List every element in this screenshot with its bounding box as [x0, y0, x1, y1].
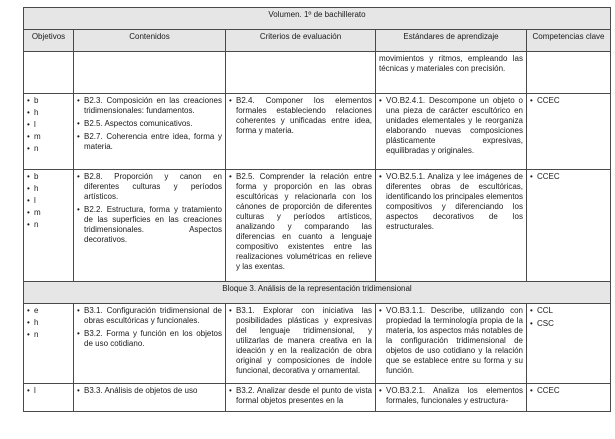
block-title: Bloque 3. Análisis de la representación tridimensional [24, 282, 611, 304]
contents-cell [74, 94, 226, 170]
competence-item: • CSC [530, 319, 607, 329]
objective-item: • n [27, 220, 70, 230]
competence-item: • CCEC [530, 386, 607, 396]
content-item: • B3.2. Forma y función en los objetos de uso cotidiano. [77, 329, 222, 349]
standards-cell [376, 94, 527, 170]
objective-item: • l [27, 386, 70, 396]
objective-item: • h [27, 184, 70, 194]
contents-cell [74, 384, 226, 412]
title-row [24, 8, 611, 30]
content-item: • B2.7. Coherencia entre idea, forma y materia. [77, 132, 222, 152]
table-row [24, 52, 611, 94]
contents-cell [74, 170, 226, 282]
objective-item: • b [27, 96, 70, 106]
standards-cell [376, 52, 527, 94]
content-item: • B2.3. Composición en las creaciones tridimensionales: fundamentos. [77, 96, 222, 116]
criteria-cell [226, 52, 376, 94]
table-row [24, 304, 611, 384]
header-row [24, 30, 611, 52]
table-row [24, 384, 611, 412]
content-item: • B3.1. Configuración tridimensional de obras escultóricas y funcionales. [77, 306, 222, 326]
objectives-cell [24, 304, 74, 384]
standards-cell [376, 304, 527, 384]
content-item: • B3.3. Análisis de objetos de uso [77, 386, 222, 396]
objective-item: • n [27, 330, 70, 340]
competences-cell [527, 52, 611, 94]
objective-item: • e [27, 306, 70, 316]
column-header-competencias: Competencias clave [527, 30, 611, 52]
standard-item: • VO.B2.4.1. Descompone un objeto o una pieza de carácter escultórico en unidades elementales y le reorganiza elaborando nuevas composiciones plásticamente expresivas, equilibradas y originales. [379, 96, 523, 156]
content-item: • B2.5. Aspectos comunicativos. [77, 119, 222, 129]
objective-item: • h [27, 108, 70, 118]
objective-item: • m [27, 132, 70, 142]
content-item: • B2.8. Proporción y canon en diferentes culturas y períodos artísticos. [77, 172, 222, 202]
standards-cell [376, 384, 527, 412]
standard-item: • VO.B2.5.1. Analiza y lee imágenes de diferentes obras de escultóricas, identificando los principales elementos compositivos y diferenciando los aspectos decorativos de los estructurales. [379, 172, 523, 232]
criteria-cell [226, 170, 376, 282]
table-row [24, 94, 611, 170]
criterion-item: • B3.1. Explorar con iniciativa las posibilidades plásticas y expresivas del lenguaje tridimensional, y utilizarlas de manera creativa en la ideación y en la realización de obra original y composiciones de índole funcional, decorativa y ornamental. [229, 306, 372, 376]
objective-item: • l [27, 196, 70, 206]
criterion-item: • B2.4. Componer los elementos formales estableciendo relaciones coherentes y unificadas entre idea, forma y materia. [229, 96, 372, 136]
content-item: • B2.2. Estructura, forma y tratamiento de las superficies en las creaciones tridimensionales. Aspectos decorativos. [77, 205, 222, 245]
competences-cell [527, 170, 611, 282]
objective-item: • n [27, 144, 70, 154]
criteria-cell [226, 384, 376, 412]
criterion-item: • B3.2. Analizar desde el punto de vista formal objetos presentes en la [229, 386, 372, 406]
objective-item: • m [27, 208, 70, 218]
standards-cell [376, 170, 527, 282]
objectives-cell [24, 384, 74, 412]
block-row [24, 282, 611, 304]
criteria-cell [226, 304, 376, 384]
competences-cell [527, 94, 611, 170]
objective-item: • b [27, 172, 70, 182]
standard-item: • VO.B3.1.1. Describe, utilizando con propiedad la terminología propia de la materia, los aspectos más notables de la configuración tridimensional de objetos de uso cotidiano y la relación que se establece entre su forma y su función. [379, 306, 523, 376]
table-row [24, 170, 611, 282]
objectives-cell [24, 52, 74, 94]
objective-item: • h [27, 318, 70, 328]
table-title: Volumen. 1º de bachillerato [24, 8, 611, 30]
objectives-cell [24, 94, 74, 170]
standard-item: • VO.B3.2.1. Analiza los elementos formales, funcionales y estructura- [379, 386, 523, 406]
criterion-item: • B2.5. Comprender la relación entre forma y proporción en las obras escultóricas y relacionarla con los cánones de proporción de diferentes culturas y períodos artísticos, analizando y comparando las diferencias en cuanto a lenguaje compositivo existentes entre las realizaciones volumétricas en relieve y las exentas. [229, 172, 372, 272]
column-header-contenidos: Contenidos [74, 30, 226, 52]
column-header-estandares: Estándares de aprendizaje [376, 30, 527, 52]
objective-item: • l [27, 120, 70, 130]
standard-text: movimientos y ritmos, empleando las técnicas y materiales con precisión. [379, 54, 523, 73]
contents-cell [74, 52, 226, 94]
competences-cell [527, 384, 611, 412]
competences-cell [527, 304, 611, 384]
column-header-objetivos: Objetivos [24, 30, 74, 52]
criteria-cell [226, 94, 376, 170]
column-header-criterios: Criterios de evaluación [226, 30, 376, 52]
curriculum-table [23, 7, 611, 412]
competence-item: • CCEC [530, 96, 607, 106]
competence-item: • CCEC [530, 172, 607, 182]
objectives-cell [24, 170, 74, 282]
competence-item: • CCL [530, 306, 607, 316]
contents-cell [74, 304, 226, 384]
